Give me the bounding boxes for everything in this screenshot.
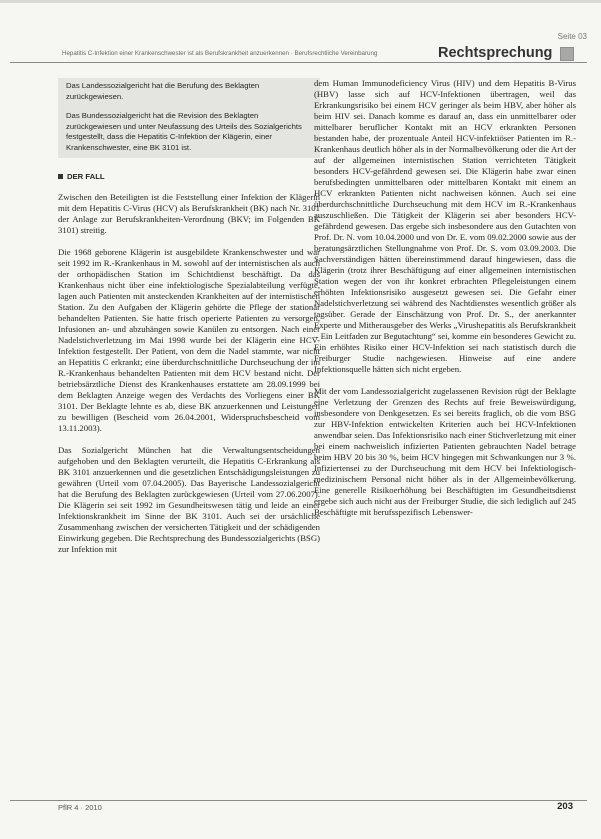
section-heading-label: DER FALL [67,172,105,181]
page-number: 203 [557,801,573,812]
right-column [314,78,576,529]
footer-rule [10,800,587,801]
square-bullet-icon [58,174,63,179]
section-heading [58,172,320,181]
page-top-edge [0,0,601,3]
body-paragraph: dem Human Immunodeficiency Virus (HIV) und dem Hepatitis B-Virus (HBV) lasse sich auf HCV-Infektionen übertragen, weil das Erkrankungsrisiko bei einem HCV geringer als beim HBV, aber höher als beim HIV sei. Danach komme es darauf an, dass ein unmittelbarer oder mittelbarer beruflicher Kontakt mit an HCV erkrankten Personen bestanden habe, der prozentuale Anteil HCV-infektiöser Patienten im R.-Krankenhaus deutlich höher als in der Normalbevölkerung oder die Art der auf der allgemeinen internistischen Station verrichteten Tätigkeit besonders HCV-gefährdend gewesen sei. Die Klägerin habe zwar einen berufsbedingten unmittelbaren oder mittelbaren Kontakt mit einem an HCV erkrankten Patienten nicht nachweisen können. Auch sei eine überdurchschnittliche Durchseuchung mit dem HCV im R.-Krankenhaus auszuschließen. Die Tätigkeit der Klägerin sei aber besonders HCV-gefährdend gewesen. Das ergebe sich insbesondere aus den Gutachten von Prof. Dr. N. vom 10.04.2000 und von Dr. E. vom 09.02.2000 sowie aus der beratungsärztlichen Stellungnahme von Prof. Dr. S. vom 03.09.2003. Die Sachverständigen hätten übereinstimmend darauf hingewiesen, dass die Klägerin (trotz ihrer Beschäftigung auf einer allgemeinen internistischen Station wegen der von ihr konkret erbrachten Pflegeleistungen einem erhöhten Infektionsrisiko ausgesetzt gewesen sei. Die Gefahr einer Nadelstichverletzung sei während des Nachtdienstes wesentlich größer als tagsüber. Gerade der Einschätzung von Prof. Dr. S., der anerkannter Experte und Mitherausgeber des Werks „Virushepatitis als Berufskrankheit – Ein Leitfaden zur Begutachtung“ sei, komme ein besonderes Gewicht zu. Ein erhöhtes Risiko einer HCV-Infektion sei nach statistisch durch die Freiburger Studie nachgewiesen. Hinweise auf eine andere Infektionsquelle hätten sich nicht ergeben. [314,78,576,374]
summary-paragraph: Das Landessozialgericht hat die Berufung des Beklagten zurückgewiesen. [66,81,260,101]
body-paragraph: Das Sozialgericht München hat die Verwaltungsentscheidungen aufgehoben und den Beklagten verurteilt, die Hepatitis C-Erkrankung als BK 3101 anzuerkennen und die gesetzlichen Entschädigungsleistungen zu gewähren (Urteil vom 07.04.2005). Das Bayerische Landessozialgericht hat die Berufung des Beklagten zurückgewiesen (Urteil vom 27.06.2007). Die Klägerin sei seit 1992 im Gesundheitswesen tätig und leide an einer Infektionskrankheit im Sinne der BK 3101. Auch sei der ursächliche Zusammenhang zwischen der versicherten Tätigkeit und der schädigenden Einwirkung gegeben. Die Rechtsprechung des Bundessozialgerichts (BSG) zur Infektion mit [58,445,320,554]
summary-box [58,78,320,158]
body-paragraph: Mit der vom Landessozialgericht zugelassenen Revision rügt der Beklagte eine Verletzung der Grenzen des Rechts auf freie Beweiswürdigung, insbesondere von Denkgesetzen. Es sei bereits fraglich, ob die vom BSG zur HBV-Infektion entwickelten Kriterien auch bei HCV-Infektionen anwendbar seien. Das Infektionsrisiko nach einer Stichverletzung mit einer bei einem nachweislich infizierten Patienten gebrauchten Nadel betrage beim HBV 20 bis 30 %, beim HCV hingegen mit Schwankungen nur 3 %. Infiziertensei zu der Durchseuchung mit dem HCV bei Infektiologisch-medizinischem Personal nicht höher als in der Allgemeinbevölkerung. Eine generelle Risikoerhöhung bei Beschäftigten im Gesundheitsdienst ergebe sich auch nicht aus der Freiburger Studie, die sich lediglich auf 245 Beschäftigte mit berufsspezifisch Lebenswer- [314,386,576,517]
body-paragraph: Die 1968 geborene Klägerin ist ausgebildete Krankenschwester und war seit 1992 im R.-Krankenhaus in M. sowohl auf der internistischen als auch der orthopädischen Station im Schichtdienst beschäftigt. Da das Krankenhaus nicht über eine infektiologische Spezialabteilung verfügte, lagen auch Patienten mit ansteckenden Krankheiten auf der internistischen Station. Zu den Aufgaben der Klägerin gehörte die Pflege der stationär behandelten Patienten. Sie hatte frisch operierte Patienten zu versorgen, Infusionen an- und abzuhängen sowie Kanülen zu entsorgen. Nach einer Nadelstichverletzung im Mai 1998 wurde bei der Klägerin eine HCV-Infektion festgestellt. Der Patient, von dem die Nadel stammte, war nicht an Hepatitis C erkrankt; eine überdurchschnittliche Durchseuchung der im R.-Krankenhaus behandelten Patienten mit dem HCV bestand nicht. Der betriebsärztliche Dienst des Krankenhauses erstattete am 28.09.1999 bei dem Beklagten Anzeige wegen des Verdachts des Vorliegens einer BK 3101. Der Beklagte lehnte es ab, diese BK anzuerkennen und Leistungen zu bewilligen (Bescheid vom 26.04.2001, Widerspruchsbescheid vom 13.11.2003). [58,247,320,433]
summary-paragraph: Das Bundessozialgericht hat die Revision des Beklagten zurückgewiesen und unter Neufassung des Urteils des Sozialgerichts festgestellt, dass die Hepatitis C-Infektion der Klägerin, einer Krankenschwester, eine BK 3101 ist. [66,111,302,152]
body-paragraph: Zwischen den Beteiligten ist die Feststellung einer Infektion der Klägerin mit dem Hepatitis C-Virus (HCV) als Berufskrankheit (BK) nach Nr. 3101 der Anlage zur Berufskrankheiten-Verordnung (BKV; im Folgenden BK 3101) streitig. [58,192,320,235]
section-marker-icon [560,47,574,61]
section-title: Rechtsprechung [438,45,553,61]
running-head: Hepatitis C-Infektion einer Krankenschwester ist als Berufskrankheit anzuerkennen · Berufsrechtliche Vereinbarung [62,50,378,57]
journal-issue: PflR 4 · 2010 [58,803,102,812]
left-column [58,78,320,566]
section-tag: Seite 03 [557,32,587,41]
